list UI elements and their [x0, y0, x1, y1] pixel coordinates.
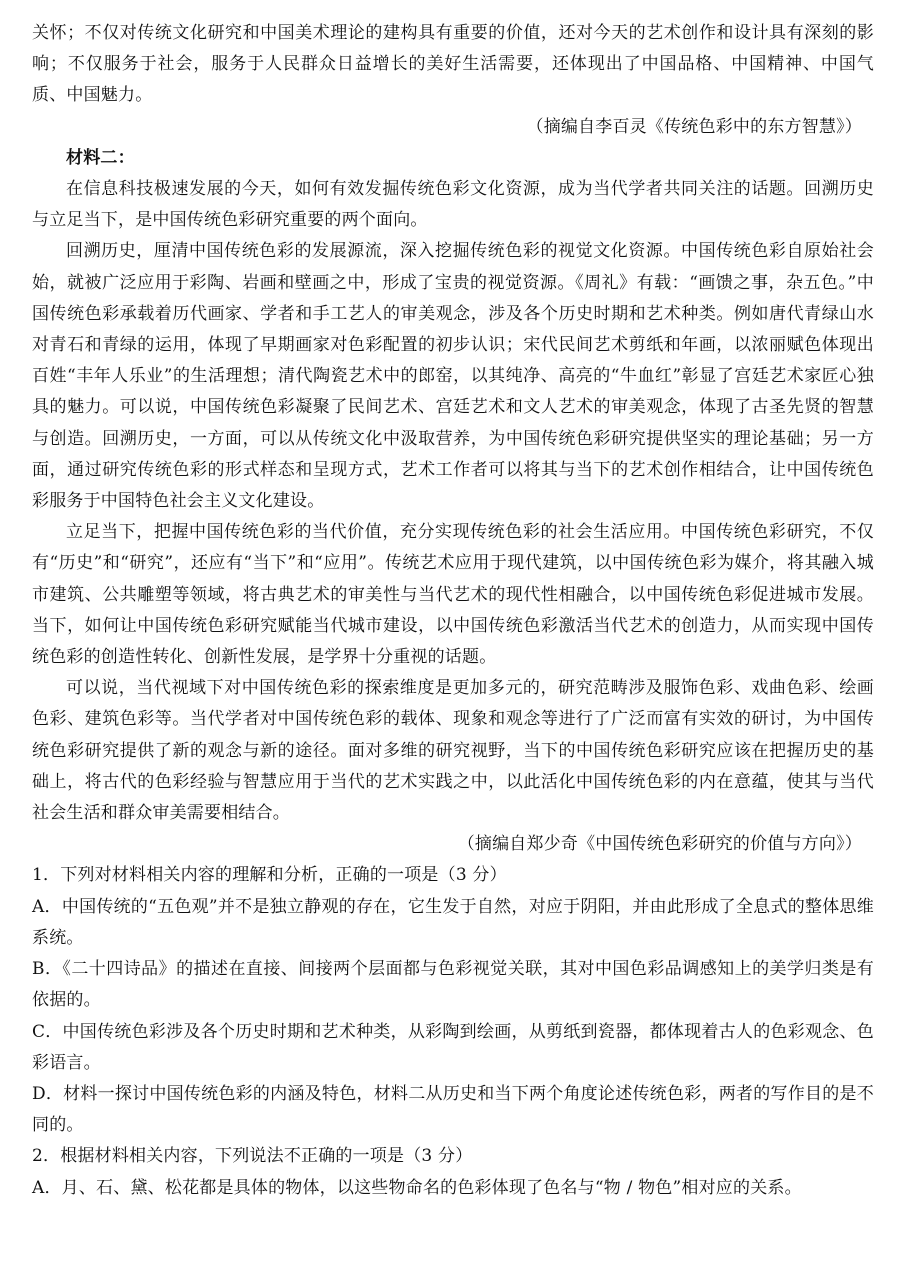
document-page — [32, 18, 874, 1204]
question-1-option-b: B．《二十四诗品》的描述在直接、间接两个层面都与色彩视觉关联，其对中国色彩品调感知上的美学归类是有依据的。 — [32, 959, 874, 1011]
paragraph-4: 可以说，当代视域下对中国传统色彩的探索维度是更加多元的，研究范畴涉及服饰色彩、戏曲色彩、绘画色彩、建筑色彩等。当代学者对中国传统色彩的载体、现象和观念等进行了广泛而富有实效的研讨，为中国传统色彩研究提供了新的观念与新的途径。面对多维的研究视野，当下的中国传统色彩研究应该在把握历史的基础上，将古代的色彩经验与智慧应用于当代的艺术实践之中，以此活化中国传统色彩的内在意蕴，使其与当代社会生活和群众审美需要相结合。 — [32, 678, 874, 824]
paragraph-2: 回溯历史，厘清中国传统色彩的发展源流，深入挖掘传统色彩的视觉文化资源。中国传统色彩自原始社会始，就被广泛应用于彩陶、岩画和壁画之中，形成了宝贵的视觉资源。《周礼》有载：“画馈之事，杂五色。”中国传统色彩承载着历代画家、学者和手工艺人的审美观念，涉及各个历史时期和艺术种类。例如唐代青绿山水对青石和青绿的运用，体现了早期画家对色彩配置的初步认识；宋代民间艺术剪纸和年画，以浓丽赋色体现出百姓“丰年人乐业”的生活理想；清代陶瓷艺术中的郎窑，以其纯净、高亮的“牛血红”彰显了宫廷艺术家匠心独具的魅力。可以说，中国传统色彩凝聚了民间艺术、宫廷艺术和文人艺术的审美观念，体现了古圣先贤的智慧与创造。回溯历史，一方面，可以从传统文化中汲取营养，为中国传统色彩研究提供坚实的理论基础；另一方面，通过研究传统色彩的形式样态和呈现方式，艺术工作者可以将其与当下的艺术创作相结合，让中国传统色彩服务于中国特色社会主义文化建设。 — [32, 241, 874, 512]
paragraph-3: 立足当下，把握中国传统色彩的当代价值，充分实现传统色彩的社会生活应用。中国传统色彩研究，不仅有“历史”和“研究”，还应有“当下”和“应用”。传统艺术应用于现代建筑，以中国传统色彩为媒介，将其融入城市建筑、公共雕塑等领域，将古典艺术的审美性与当代艺术的现代性相融合，以中国传统色彩促进城市发展。当下，如何让中国传统色彩研究赋能当代城市建设，以中国传统色彩激活当代艺术的创造力，从而实现中国传统色彩的创造性转化、创新性发展，是学界十分重视的话题。 — [32, 522, 874, 668]
question-1-option-d: D．材料一探讨中国传统色彩的内涵及特色，材料二从历史和当下两个角度论述传统色彩，两者的写作目的是不同的。 — [32, 1083, 874, 1136]
source-citation-1: （摘编自李百灵《传统色彩中的东方智慧》） — [526, 116, 862, 137]
paragraph-continued: 关怀；不仅对传统文化研究和中国美术理论的建构具有重要的价值，还对今天的艺术创作和设计具有深刻的影响；不仅服务于社会，服务于人民群众日益增长的美好生活需要，还体现出了中国品格、中国精神、中国气质、中国魅力。 — [32, 23, 874, 106]
question-2-option-a: A．月、石、黛、松花都是具体的物体，以这些物命名的色彩体现了色名与“物 / 物色”相对应的关系。 — [32, 1177, 802, 1198]
question-1-option-a: A．中国传统的“五色观”并不是独立静观的存在，它生发于自然，对应于阴阳，并由此形成了全息式的整体思维系统。 — [32, 896, 874, 948]
paragraph-1: 在信息科技极速发展的今天，如何有效发掘传统色彩文化资源，成为当代学者共同关注的话题。回溯历史与立足当下，是中国传统色彩研究重要的两个面向。 — [32, 179, 874, 231]
question-2-title: 2．根据材料相关内容，下列说法不正确的一项是（3 分） — [32, 1146, 473, 1167]
source-citation-2: （摘编自郑少奇《中国传统色彩研究的价值与方向》） — [457, 834, 862, 855]
material-two-heading: 材料二： — [66, 147, 135, 168]
question-1-title: 1．下列对材料相关内容的理解和分析，正确的一项是（3 分） — [32, 865, 507, 886]
question-1-option-c: C．中国传统色彩涉及各个历史时期和艺术种类，从彩陶到绘画，从剪纸到瓷器，都体现着古人的色彩观念、色彩语言。 — [32, 1021, 874, 1073]
